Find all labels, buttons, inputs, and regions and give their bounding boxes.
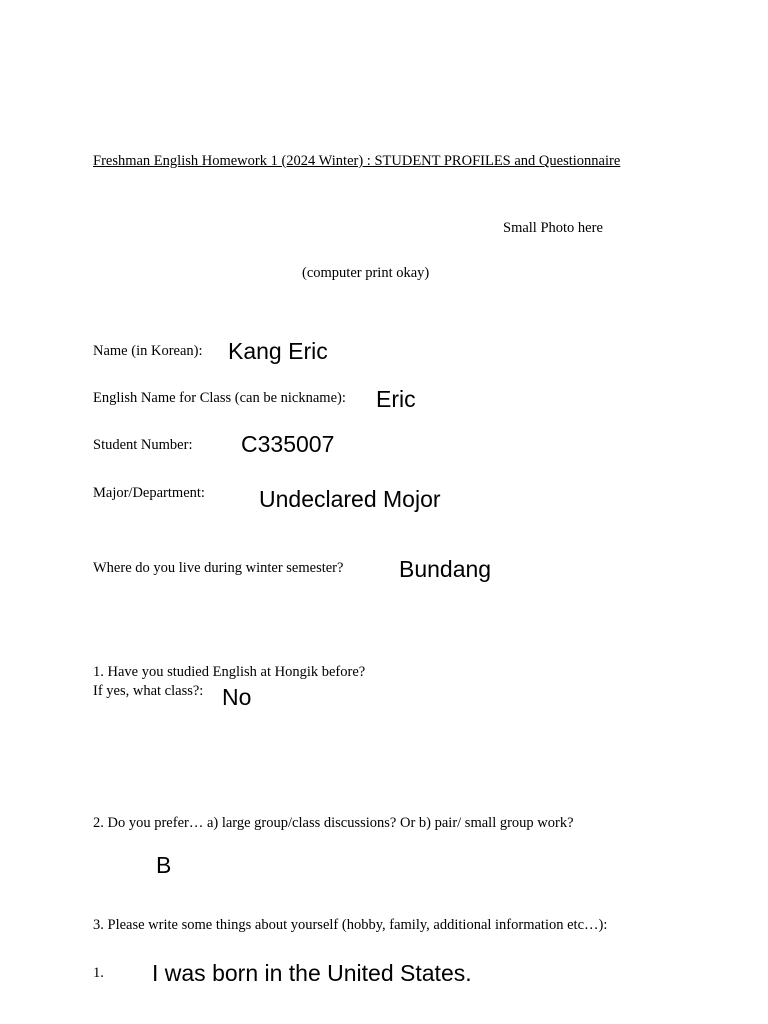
question-2-text: 2. Do you prefer… a) large group/class discussions? Or b) pair/ small group work? [93,815,574,831]
question-1-line-2: If yes, what class?: [93,683,204,699]
question-3-item-number: 1. [93,965,104,981]
korean-name-label: Name (in Korean): [93,343,203,359]
english-name-value: Eric [376,386,416,412]
english-name-label: English Name for Class (can be nickname): [93,390,346,406]
question-1-answer: No [222,684,252,710]
question-3-text: 3. Please write some things about yourself (hobby, family, additional information etc…): [93,917,608,933]
major-value: Undeclared Mojor [259,486,441,512]
student-number-value: C335007 [241,431,335,457]
photo-placeholder-label: Small Photo here [503,220,603,236]
student-number-label: Student Number: [93,437,193,453]
question-2-answer: B [156,852,172,878]
residence-label: Where do you live during winter semester? [93,560,344,576]
page-title: Freshman English Homework 1 (2024 Winter) : STUDENT PROFILES and Questionnaire [93,153,621,169]
residence-value: Bundang [399,556,492,582]
question-1-line-1: 1. Have you studied English at Hongik before? [93,664,366,680]
korean-name-value: Kang Eric [228,338,328,364]
major-label: Major/Department: [93,485,205,501]
photo-note: (computer print okay) [302,265,430,281]
question-3-item-text: I was born in the United States. [152,960,472,986]
